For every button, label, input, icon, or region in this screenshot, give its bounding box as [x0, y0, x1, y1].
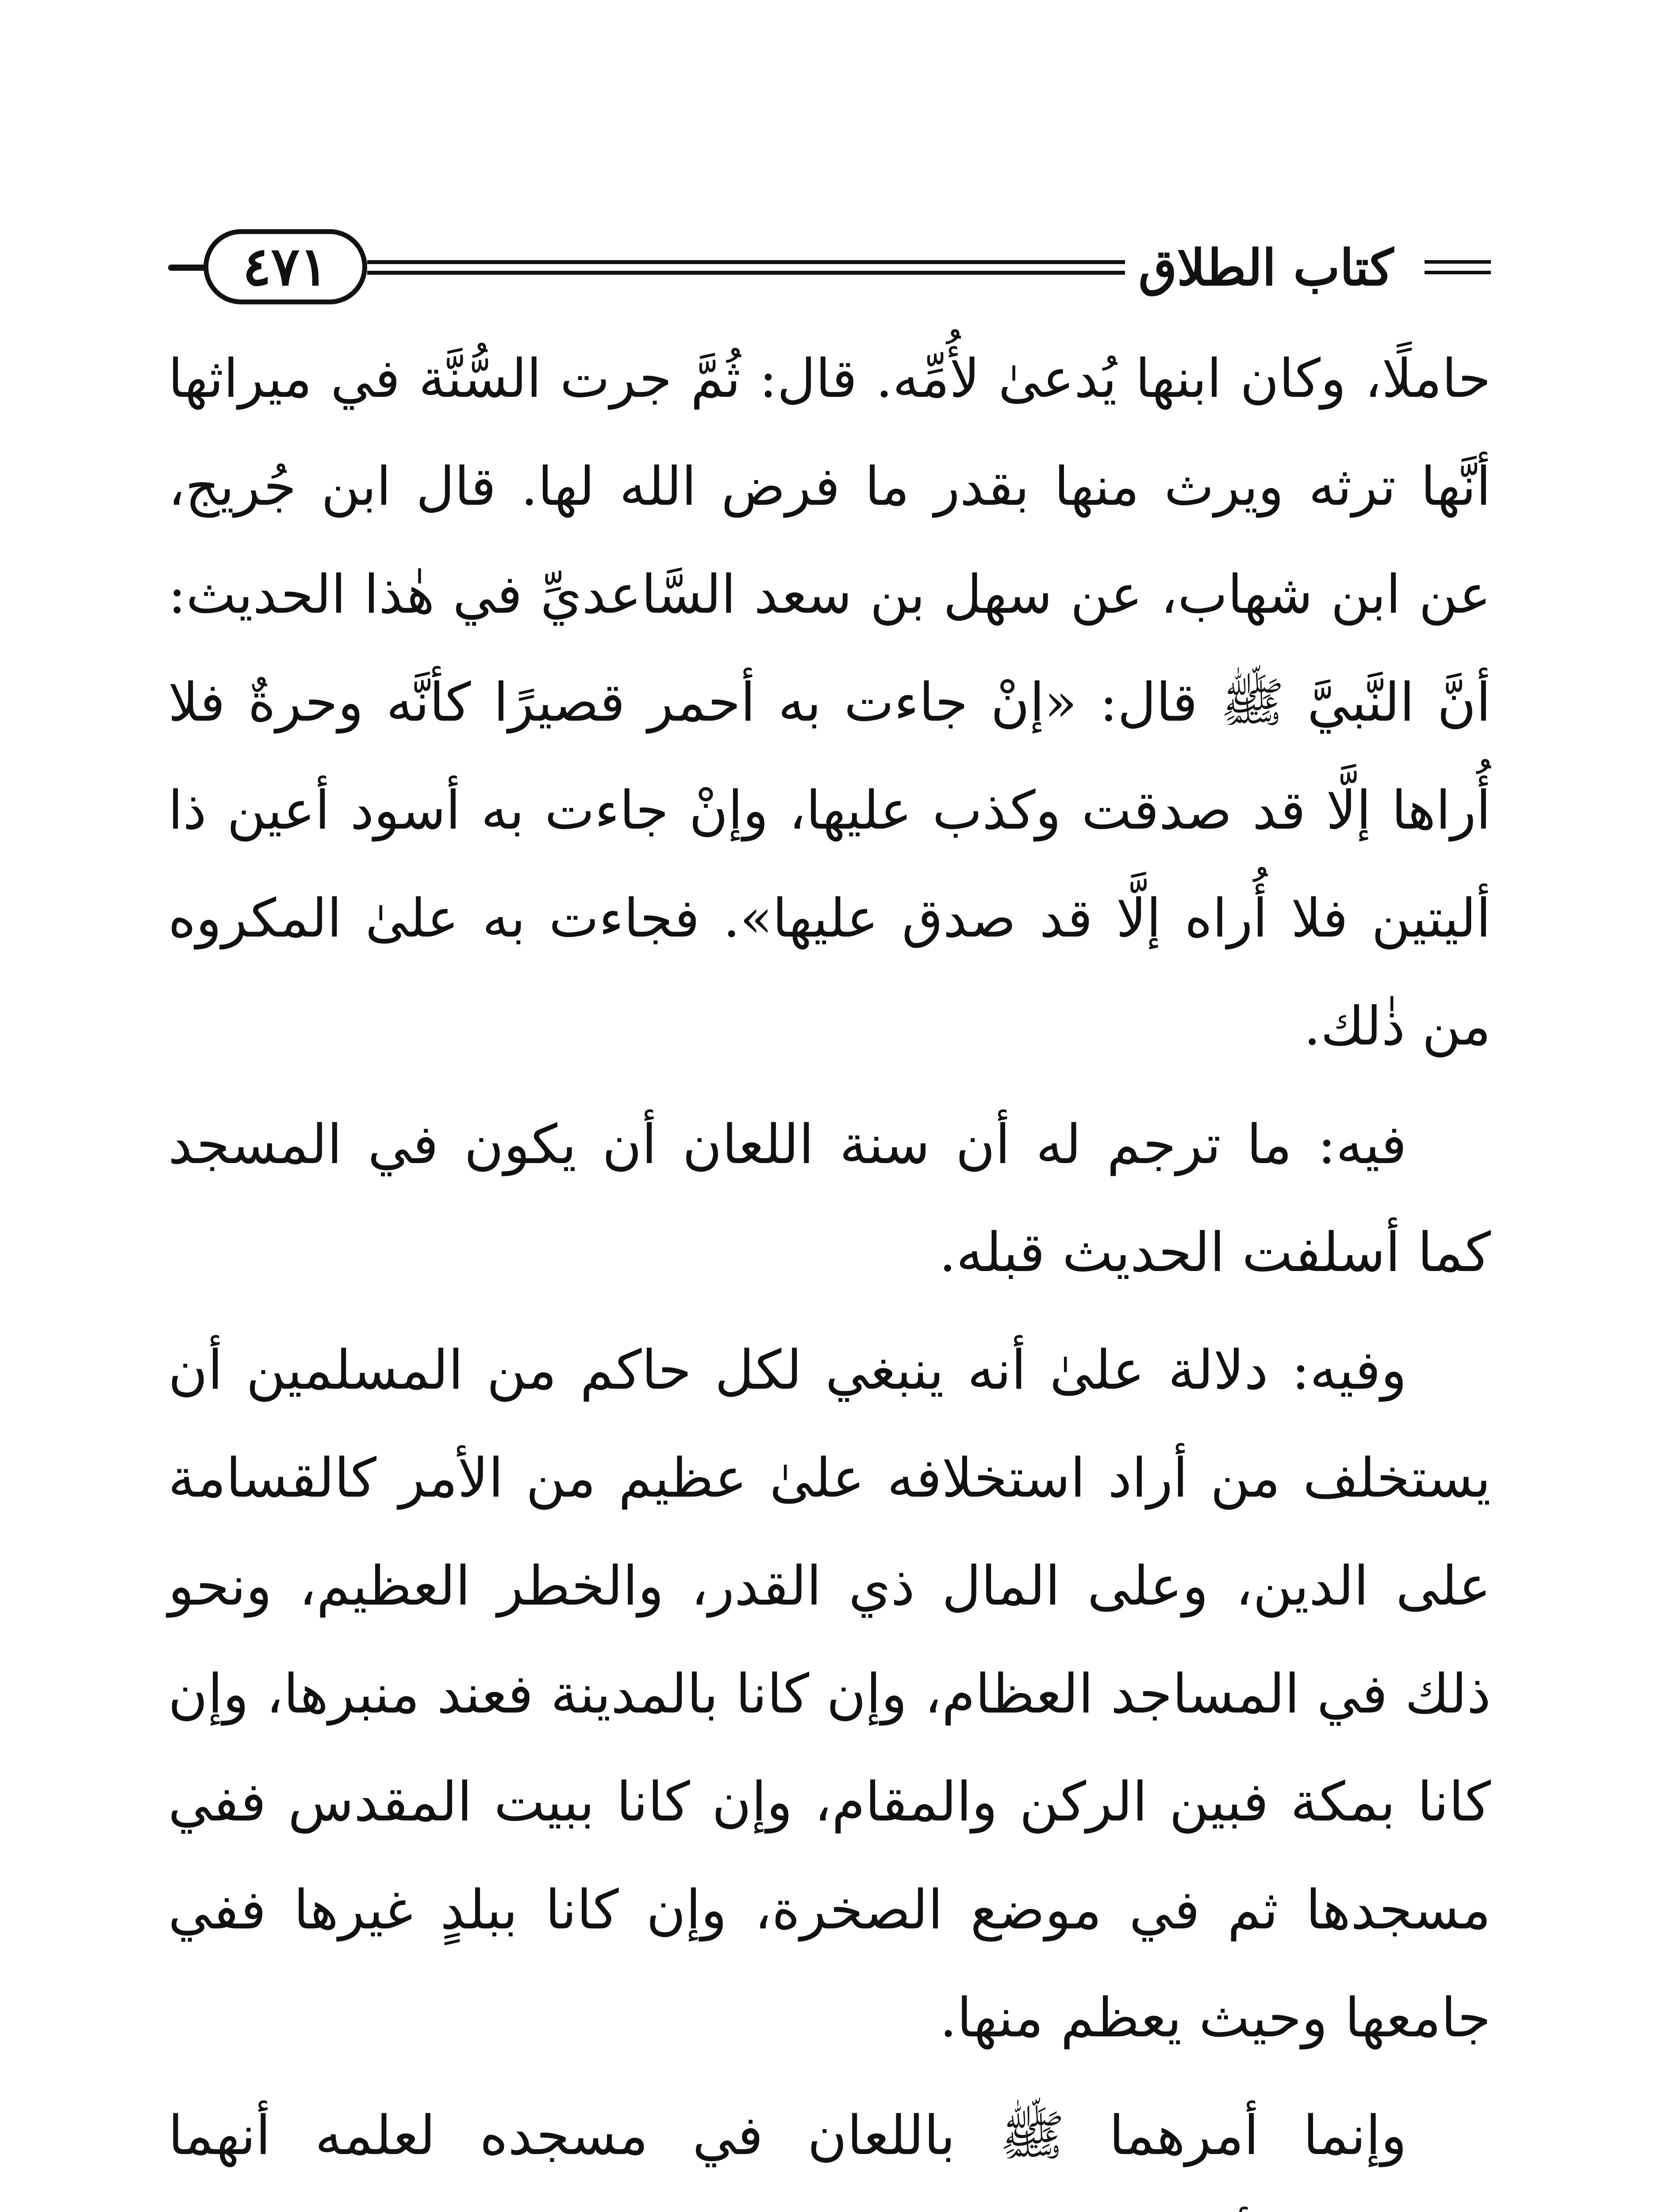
paragraph-innama-part-1: وإنما أمرهما ﷺ باللعان في مسجده لعلمه أنهما — [168, 2104, 1407, 2167]
paragraph-fihi-2: وفيه: دلالة علىٰ أنه ينبغي لكل حاكم من المسلمين أن يستخلف من أراد استخلافه علىٰ عظيم من الأمر كالقسامة على الدين، وعلى المال ذي القدر، والخطر العظيم، ونحو ذلك في المساجد العظام، وإن كانا بالمدينة فعند منبرها، وإن كانا بمكة فبين الركن والمقام، وإن كانا ببيت المقدس ففي مسجدها ثم في موضع الصخرة، وإن كانا ببلدٍ غيرها ففي جامعها وحيث يعظم منها. — [168, 1339, 1491, 2049]
header-rule-right-bottom — [1425, 271, 1491, 274]
paragraph-fihi-1: فيه: ما ترجم له أن سنة اللعان أن يكون في المسجد كما أسلفت الحديث قبله. — [168, 1113, 1491, 1284]
page-number: ٤٧١ — [242, 235, 328, 298]
book-title: كتاب الطلاق — [1125, 226, 1407, 310]
main-text — [168, 325, 1491, 2212]
hadith-paragraph: حاملًا، وكان ابنها يُدعىٰ لأُمِّه. قال: ثُمَّ جرت السُّنَّة في ميراثها أنَّها ترثه ويرث منها بقدر ما فرض الله لها. قال ابن جُريج، عن ابن شهاب، عن سهل بن سعد السَّاعديِّ في هٰذا الحديث: أنَّ النَّبيَّ ﷺ قال: «إنْ جاءت به أحمر قصيرًا كأنَّه وحرةٌ فلا أُراها إلَّا قد صدقت وكذب عليها، وإنْ جاءت به أسود أعين ذا أليتين فلا أُراه إلَّا قد صدق عليها». فجاءت به علىٰ المكروه من ذٰلك. — [168, 348, 1491, 1057]
header-rule-bottom — [367, 271, 1199, 275]
header-rule-left-tail — [168, 265, 208, 271]
page-number-badge — [204, 229, 367, 304]
paragraph-innama — [168, 2081, 1491, 2212]
running-header — [168, 221, 1491, 314]
header-rule-right-top — [1425, 260, 1491, 264]
header-rule-top — [367, 260, 1199, 264]
